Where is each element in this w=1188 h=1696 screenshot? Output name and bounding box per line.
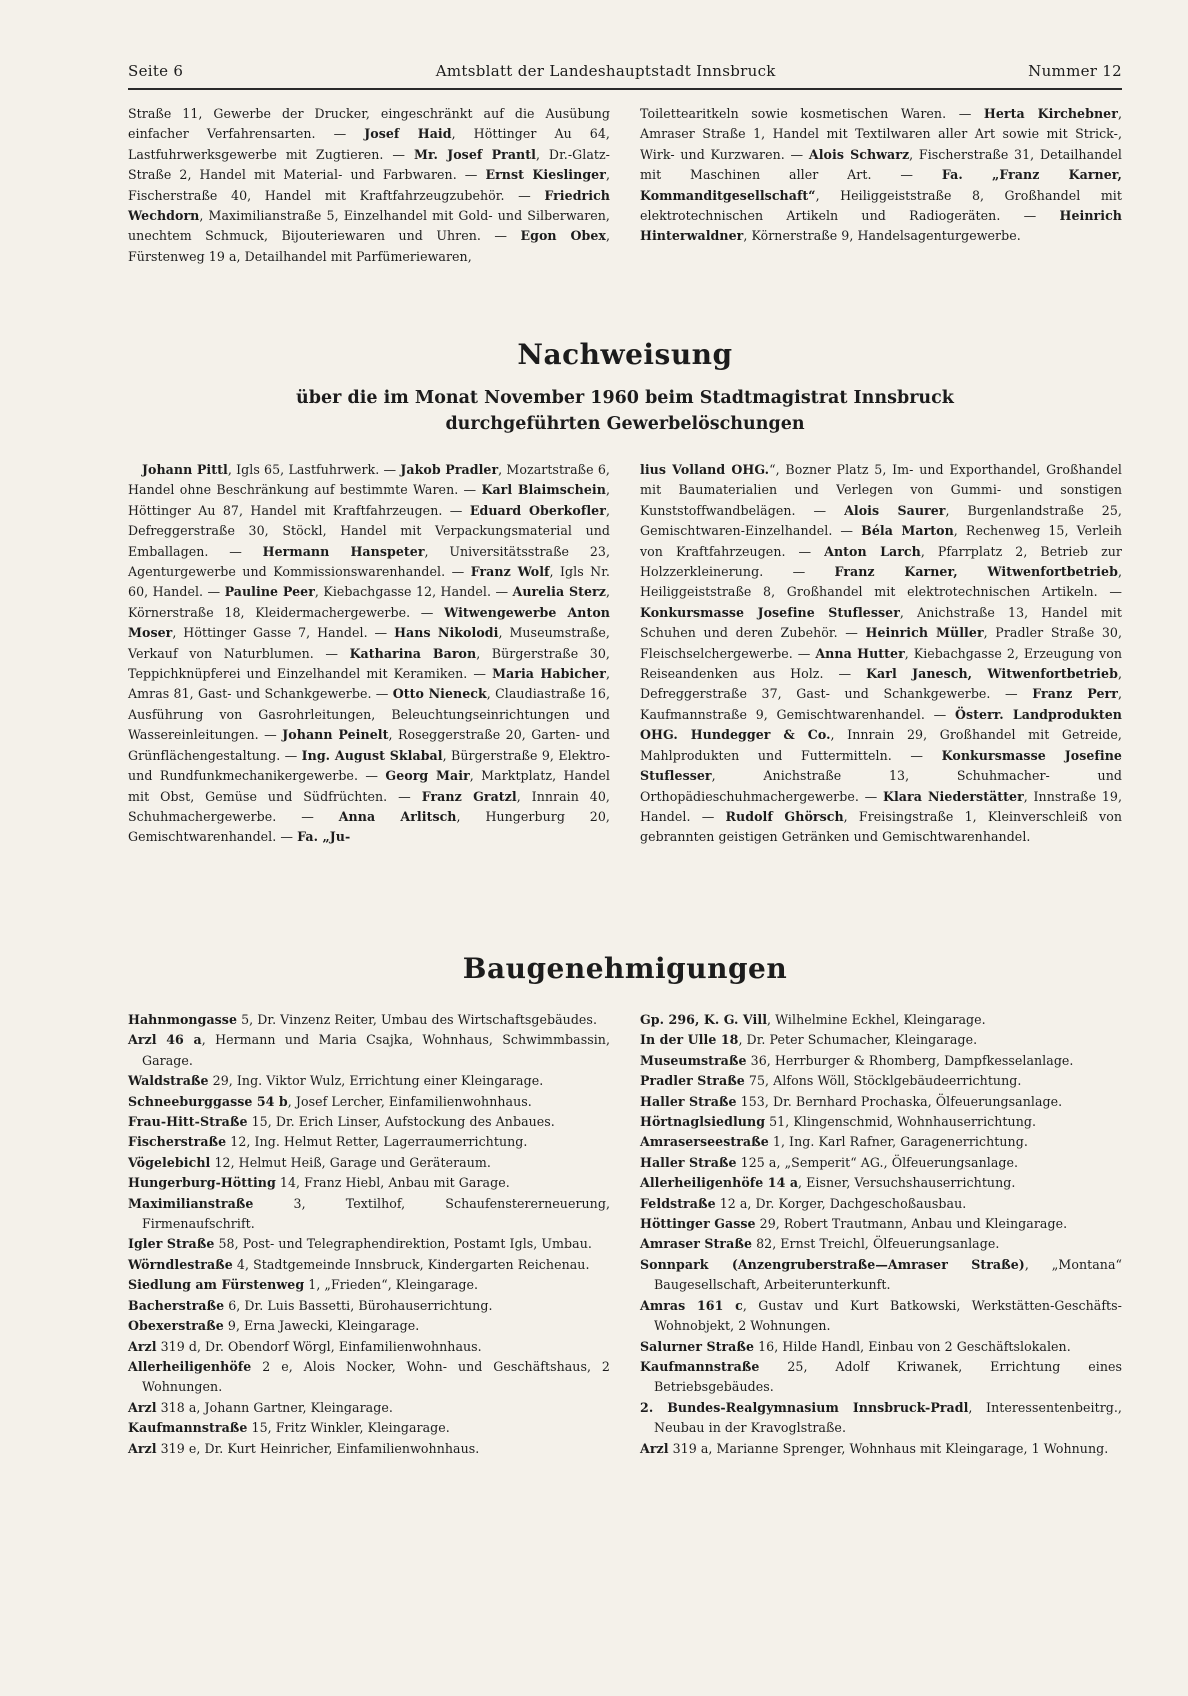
entry-text: , Burgenlandstraße 25, Gemischtwaren-Einzelhandel. — <box>640 502 1122 539</box>
entry-name: Anna Hutter <box>815 645 905 661</box>
entry-text: , Kaufmannstraße 9, Gemischtwarenhandel. — <box>640 686 1122 722</box>
entry-text: , Höttinger Au 87, Handel mit Kraftfahrzeugen. — <box>128 482 610 518</box>
running-header <box>128 62 1122 80</box>
permit-details: 319 d, Dr. Obendorf Wörgl, Einfamilienwohnhaus. <box>156 1338 482 1354</box>
permit-location: Arzl <box>128 1440 157 1456</box>
entry-text: , Roseggerstraße 20, Garten- und Grünflächengestaltung. — <box>128 727 611 763</box>
permit-entry <box>128 1234 610 1254</box>
permit-location: Arzl <box>128 1399 157 1415</box>
continuation-column-right <box>640 104 1122 247</box>
permit-location: Hungerburg-Hötting <box>128 1175 276 1191</box>
permit-location: Schneeburggasse 54 b <box>128 1093 288 1109</box>
permit-location: Feldstraße <box>640 1195 716 1211</box>
permit-entry <box>128 1010 610 1030</box>
permit-details: 14, Franz Hiebl, Anbau mit Garage. <box>275 1175 510 1191</box>
permit-location: Bacherstraße <box>128 1297 225 1313</box>
permit-entry <box>640 1030 1122 1050</box>
entry-text: , Defreggerstraße 37, Gast- und Schankgewerbe. — <box>640 666 1122 702</box>
entry-name: Rudolf Ghörsch <box>725 808 844 824</box>
entry-text: , Fischerstraße 31, Detailhandel mit Maschinen aller Art. — <box>640 146 1122 183</box>
permit-entry <box>640 1010 1122 1030</box>
permit-entry <box>640 1214 1122 1234</box>
permit-location: Fischerstraße <box>128 1134 227 1150</box>
entry-name: Béla Marton <box>861 523 954 539</box>
entry-name: Anton Larch <box>824 543 921 559</box>
baugenehmigungen-title: Baugenehmigungen <box>462 952 788 985</box>
nachweisung-title: Nachweisung <box>517 338 733 371</box>
entry-text: , Maximilianstraße 5, Einzelhandel mit Gold- und Silberwaren, unechtem Schmuck, Bijouteriewaren und Uhren. — <box>128 208 610 244</box>
permit-details: 1, Ing. Karl Rafner, Garagenerrichtung. <box>768 1134 1028 1150</box>
permit-details: 318 a, Johann Gartner, Kleingarage. <box>156 1399 393 1415</box>
permit-list-left <box>128 1010 610 1459</box>
entry-name: Egon Obex <box>520 228 606 244</box>
entry-text: , Kiebachgasse 2, Erzeugung von Reiseandenken aus Holz. — <box>640 645 1123 682</box>
permit-details: , Hermann und Maria Csajka, Wohnhaus, Schwimmbassin, Garage. <box>142 1032 611 1068</box>
permit-details: , Wilhelmine Eckhel, Kleingarage. <box>767 1012 986 1027</box>
permit-location: Maximilianstraße <box>128 1195 254 1211</box>
entry-name: Witwengewerbe Anton Moser <box>128 604 611 641</box>
permit-details: 4, Stadtgemeinde Innsbruck, Kindergarten Reichenau. <box>232 1256 590 1272</box>
permit-entry <box>128 1030 610 1071</box>
entry-name: Fa. „Ju- <box>297 829 351 845</box>
permit-location: In der Ulle 18 <box>640 1032 739 1048</box>
entry-name: Österr. Landprodukten OHG. Hundegger & Co. <box>640 706 1122 743</box>
permit-entry <box>128 1173 610 1193</box>
entry-name: Fa. „Franz Karner, Kommanditgesellschaft“ <box>640 167 1122 203</box>
permit-details: 15, Dr. Erich Linser, Aufstockung des Anbaues. <box>247 1114 555 1130</box>
permit-entry <box>128 1255 610 1275</box>
permit-entry <box>128 1132 610 1152</box>
entry-name: Pauline Peer <box>224 584 315 600</box>
permit-location: Hörtnaglsiedlung <box>640 1114 766 1130</box>
entry-text: Straße 11, Gewerbe der Drucker, eingeschränkt auf die Ausübung einfacher Verfahrensarten. — <box>128 106 610 142</box>
nachweisung-text-right <box>640 460 1122 848</box>
baugenehmigungen-column-left <box>128 1010 610 1459</box>
permit-location: Salurner Straße <box>640 1338 755 1354</box>
entry-name: Karl Blaimschein <box>481 482 606 498</box>
permit-details: 12, Ing. Helmut Retter, Lagerraumerrichtung. <box>226 1134 528 1150</box>
entry-text: , Igls Nr. 60, Handel. — <box>128 564 610 600</box>
entry-name: Anna Arlitsch <box>338 808 457 824</box>
entry-name: Franz Perr <box>1032 686 1118 702</box>
permit-location: Allerheiligenhöfe <box>128 1358 252 1374</box>
entry-name: Ing. August Sklabal <box>301 747 443 763</box>
permit-location: Hahnmongasse <box>128 1012 238 1027</box>
entry-name: Klara Niederstätter <box>882 788 1024 804</box>
permit-details: 2 e, Alois Nocker, Wohn- und Geschäftshaus, 2 Wohnungen. <box>142 1358 610 1395</box>
entry-text: , Mozartstraße 6, Handel ohne Beschränkung auf bestimmte Waren. — <box>128 462 610 498</box>
permit-entry <box>640 1173 1122 1193</box>
permit-location: Haller Straße <box>640 1154 737 1170</box>
entry-name: Franz Gratzl <box>421 788 517 804</box>
entry-text: , Pfarrplatz 2, Betrieb zur Holzzerkleinerung. — <box>640 543 1122 580</box>
entry-text: , Marktplatz, Handel mit Obst, Gemüse und Südfrüchten. — <box>128 768 610 804</box>
entry-name: Franz Wolf <box>470 564 550 580</box>
permit-location: Höttinger Gasse <box>640 1216 756 1232</box>
entry-text: , Anichstraße 13, Handel mit Schuhen und deren Zubehör. — <box>640 604 1122 641</box>
permit-entry <box>128 1092 610 1112</box>
continuation-column-left <box>128 104 610 267</box>
permit-location: Haller Straße <box>640 1093 737 1109</box>
permit-details: , „Montana“ Baugesellschaft, Arbeiterunterkunft. <box>654 1256 1122 1293</box>
permit-entry <box>128 1398 610 1418</box>
entry-name: Heinrich Müller <box>865 625 984 641</box>
permit-location: Museumstraße <box>640 1052 747 1068</box>
permit-location: Kaufmannstraße <box>128 1420 248 1436</box>
permit-entry <box>128 1316 610 1336</box>
permit-entry <box>128 1357 610 1398</box>
permit-entry <box>640 1357 1122 1398</box>
permit-location: Arzl <box>128 1338 157 1354</box>
entry-name: Hermann Hanspeter <box>262 543 425 559</box>
nachweisung-column-left <box>128 460 610 848</box>
continuation-text-left <box>128 104 610 267</box>
permit-location: Amraser Straße <box>640 1236 753 1252</box>
permit-details: 5, Dr. Vinzenz Reiter, Umbau des Wirtschaftsgebäudes. <box>237 1012 597 1027</box>
permit-details: , Gustav und Kurt Batkowski, Werkstätten-Geschäfts-Wohnobjekt, 2 Wohnungen. <box>654 1297 1122 1334</box>
entry-text: , Kiebachgasse 12, Handel. — <box>314 584 513 600</box>
permit-details: 29, Robert Trautmann, Anbau und Kleingarage. <box>755 1216 1068 1232</box>
permit-entry <box>128 1439 610 1459</box>
permit-entry <box>640 1092 1122 1112</box>
entry-name: Maria Habicher <box>492 666 606 682</box>
entry-text: , Dr.-Glatz-Straße 2, Handel mit Material- und Farbwaren. — <box>128 146 610 183</box>
entry-name: Friedrich Wechdorn <box>128 187 610 224</box>
permit-details: 12, Helmut Heiß, Garage und Geräteraum. <box>210 1154 491 1170</box>
permit-details: 29, Ing. Viktor Wulz, Errichtung einer Kleingarage. <box>208 1073 544 1089</box>
permit-entry <box>128 1296 610 1316</box>
entry-name: Josef Haid <box>364 126 452 142</box>
permit-entry <box>640 1194 1122 1214</box>
issue-number: Nummer 12 <box>1028 62 1122 80</box>
permit-list-right <box>640 1010 1122 1459</box>
entry-name: Georg Mair <box>385 768 470 784</box>
permit-details: 51, Klingenschmid, Wohnhauserrichtung. <box>765 1114 1037 1130</box>
permit-entry <box>640 1439 1122 1459</box>
entry-text: , Amras 81, Gast- und Schankgewerbe. — <box>128 666 610 702</box>
permit-details: 153, Dr. Bernhard Prochaska, Ölfeuerungsanlage. <box>736 1093 1063 1109</box>
permit-details: 9, Erna Jawecki, Kleingarage. <box>223 1318 420 1334</box>
permit-details: , Dr. Peter Schumacher, Kleingarage. <box>738 1032 978 1048</box>
entry-name: Johann Pittl <box>142 462 228 477</box>
entry-text: , Fischerstraße 40, Handel mit Kraftfahrzeugzubehör. — <box>128 167 610 203</box>
entry-text: , Pradler Straße 30, Fleischselchergewerbe. — <box>640 625 1123 661</box>
entry-name: Heinrich Hinterwaldner <box>640 208 1122 244</box>
entry-name: Katharina Baron <box>349 645 477 661</box>
permit-details: , Eisner, Versuchshauserrichtung. <box>798 1175 1016 1191</box>
entry-name: Otto Nieneck <box>392 686 487 702</box>
entry-text: , Fürstenweg 19 a, Detailhandel mit Parfümeriewaren, <box>128 228 611 264</box>
entry-name: Alois Saurer <box>844 502 946 518</box>
permit-entry <box>640 1296 1122 1337</box>
entry-text: Toilettearitkeln sowie kosmetischen Waren. — <box>640 106 984 121</box>
entry-name: Herta Kirchebner <box>983 106 1118 121</box>
entry-text: , Igls 65, Lastfuhrwerk. — <box>227 462 401 477</box>
permit-details: 6, Dr. Luis Bassetti, Bürohauserrichtung. <box>224 1297 493 1313</box>
publication-title: Amtsblatt der Landeshauptstadt Innsbruck <box>435 62 776 80</box>
entry-text: , Höttinger Gasse 7, Handel. — <box>172 625 395 641</box>
permit-location: Frau-Hitt-Straße <box>128 1114 248 1130</box>
permit-entry <box>128 1153 610 1173</box>
entry-name: Konkursmasse Josefine Stuflesser <box>640 747 1122 784</box>
entry-text: , Museumstraße, Verkauf von Naturblumen. — <box>128 625 610 661</box>
permit-entry <box>640 1255 1122 1296</box>
permit-entry <box>128 1071 610 1091</box>
entry-text: , Hungerburg 20, Gemischtwarenhandel. — <box>128 808 610 845</box>
entry-text: , Claudiastraße 16, Ausführung von Gasrohrleitungen, Beleuchtungseinrichtungen und Wassereinleitungen. — <box>128 686 610 743</box>
entry-name: Konkursmasse Josefine Stuflesser <box>640 604 900 620</box>
entry-text: , Innrain 40, Schuhmachergewerbe. — <box>128 788 610 824</box>
permit-location: Sonnpark (Anzengruberstraße—Amraser Straße) <box>640 1256 1025 1272</box>
entry-text: , Universitätsstraße 23, Agenturgewerbe und Kommissionswarenhandel. — <box>128 543 610 580</box>
page-number: Seite 6 <box>128 62 184 80</box>
permit-details: 125 a, „Semperit“ AG., Ölfeuerungsanlage. <box>736 1154 1019 1170</box>
nachweisung-subtitle-1: über die im Monat November 1960 beim Stadtmagistrat Innsbruck <box>296 388 954 408</box>
entry-text: , Bürgerstraße 30, Teppichknüpferei und Einzelhandel mit Keramiken. — <box>128 645 610 682</box>
permit-location: Amraserseestraße <box>640 1134 769 1150</box>
permit-entry <box>128 1418 610 1438</box>
permit-location: Arzl <box>640 1440 669 1456</box>
permit-entry <box>640 1071 1122 1091</box>
permit-entry <box>640 1132 1122 1152</box>
baugenehmigungen-column-right <box>640 1010 1122 1459</box>
permit-entry <box>128 1112 610 1132</box>
permit-location: Waldstraße <box>128 1073 209 1089</box>
permit-location: Siedlung am Fürstenweg <box>128 1277 305 1293</box>
permit-entry <box>640 1398 1122 1439</box>
permit-entry <box>128 1337 610 1357</box>
entry-name: Franz Karner, Witwenfortbetrieb <box>834 564 1118 580</box>
nachweisung-column-right <box>640 460 1122 848</box>
entry-text: “, Bozner Platz 5, Im- und Exporthandel, Großhandel mit Baumaterialien und Verlegen von Gummi- und sonstigen Kunststoffwandbelägen. — <box>640 462 1122 518</box>
permit-details: 36, Herrburger & Rhomberg, Dampfkesselanlage. <box>746 1052 1074 1068</box>
permit-details: 319 e, Dr. Kurt Heinricher, Einfamilienwohnhaus. <box>156 1440 480 1456</box>
permit-entry <box>128 1275 610 1295</box>
permit-location: Obexerstraße <box>128 1318 224 1334</box>
permit-details: 319 a, Marianne Sprenger, Wohnhaus mit Kleingarage, 1 Wohnung. <box>668 1440 1109 1456</box>
permit-entry <box>640 1153 1122 1173</box>
entry-name: Jakob Pradler <box>400 462 499 477</box>
entry-text: , Heiliggeiststraße 8, Großhandel mit elektrotechnischen Artikeln und Radiogeräten. — <box>640 187 1122 224</box>
permit-location: Pradler Straße <box>640 1073 745 1089</box>
entry-text: , Höttinger Au 64, Lastfuhrwerksgewerbe mit Zugtieren. — <box>128 126 610 162</box>
permit-entry <box>128 1194 610 1235</box>
entry-name: Aurelia Sterz <box>512 584 606 600</box>
permit-entry <box>640 1112 1122 1132</box>
entry-name: Johann Peinelt <box>282 727 389 743</box>
permit-location: Vögelebichl <box>128 1154 211 1170</box>
permit-location: Gp. 296, K. G. Vill <box>640 1012 768 1027</box>
entry-name: Ernst Kieslinger <box>485 167 606 183</box>
entry-name: lius Volland OHG. <box>640 462 770 477</box>
permit-location: Arzl 46 a <box>128 1032 202 1048</box>
permit-details: 25, Adolf Kriwanek, Errichtung eines Betriebsgebäudes. <box>654 1358 1122 1395</box>
entry-name: Hans Nikolodi <box>394 625 499 641</box>
permit-details: 1, „Frieden“, Kleingarage. <box>304 1277 479 1293</box>
entry-text: , Bürgerstraße 9, Elektro- und Rundfunkmechanikergewerbe. — <box>128 747 610 784</box>
permit-details: 82, Ernst Treichl, Ölfeuerungsanlage. <box>752 1236 1000 1252</box>
nachweisung-subtitle-2: durchgeführten Gewerbelöschungen <box>445 414 805 434</box>
permit-entry <box>640 1337 1122 1357</box>
entry-text: , Freisingstraße 1, Kleinverschleiß von gebrannten geistigen Getränken und Gemischtwarenhandel. <box>640 808 1122 845</box>
permit-location: Kaufmannstraße <box>640 1358 760 1374</box>
entry-text: , Amraser Straße 1, Handel mit Textilwaren aller Art sowie mit Strick-, Wirk- und Kurzwaren. — <box>640 106 1122 162</box>
entry-text: , Defreggerstraße 30, Stöckl, Handel mit Verpackungsmaterial und Emballagen. — <box>128 502 610 559</box>
permit-location: Wörndlestraße <box>128 1256 233 1272</box>
entry-name: Mr. Josef Prantl <box>413 146 536 162</box>
permit-location: Igler Straße <box>128 1236 215 1252</box>
entry-text: , Rechenweg 15, Verleih von Kraftfahrzeugen. — <box>640 523 1122 559</box>
entry-text: , Anichstraße 13, Schuhmacher- und Orthopädieschuhmachergewerbe. — <box>640 768 1122 804</box>
entry-name: Alois Schwarz <box>808 146 910 162</box>
entry-name: Eduard Oberkofler <box>469 502 606 518</box>
entry-text: , Körnerstraße 18, Kleidermachergewerbe. — <box>128 584 610 620</box>
permit-entry <box>640 1051 1122 1071</box>
permit-details: 75, Alfons Wöll, Stöcklgebäudeerrichtung. <box>744 1073 1022 1089</box>
entry-text: , Innrain 29, Großhandel mit Getreide, Mahlprodukten und Futtermitteln. — <box>640 727 1122 763</box>
permit-details: , Josef Lercher, Einfamilienwohnhaus. <box>287 1093 532 1109</box>
permit-location: Allerheiligenhöfe 14 a <box>640 1175 799 1191</box>
continuation-text-right <box>640 104 1122 247</box>
permit-entry <box>640 1234 1122 1254</box>
entry-name: Karl Janesch, Witwenfortbetrieb <box>866 666 1118 682</box>
nachweisung-text-left <box>128 460 610 848</box>
permit-details: 12 a, Dr. Korger, Dachgeschoßausbau. <box>715 1195 967 1211</box>
permit-details: 3, Textilhof, Schaufenstererneuerung, Firmenaufschrift. <box>142 1195 610 1232</box>
permit-location: 2. Bundes-Realgymnasium Innsbruck-Pradl <box>640 1399 969 1415</box>
entry-text: , Heiliggeiststraße 8, Großhandel mit elektrotechnischen Artikeln. — <box>640 564 1122 600</box>
permit-location: Amras 161 c <box>640 1297 743 1313</box>
permit-details: 58, Post- und Telegraphendirektion, Postamt Igls, Umbau. <box>214 1236 592 1252</box>
permit-details: 16, Hilde Handl, Einbau von 2 Geschäftslokalen. <box>754 1338 1071 1354</box>
entry-text: , Innstraße 19, Handel. — <box>640 788 1122 824</box>
entry-text: , Körnerstraße 9, Handelsagenturgewerbe. <box>743 228 1021 244</box>
permit-details: , Interessentenbeitrg., Neubau in der Kravoglstraße. <box>654 1399 1122 1436</box>
permit-details: 15, Fritz Winkler, Kleingarage. <box>247 1420 450 1436</box>
header-rule <box>128 88 1122 90</box>
